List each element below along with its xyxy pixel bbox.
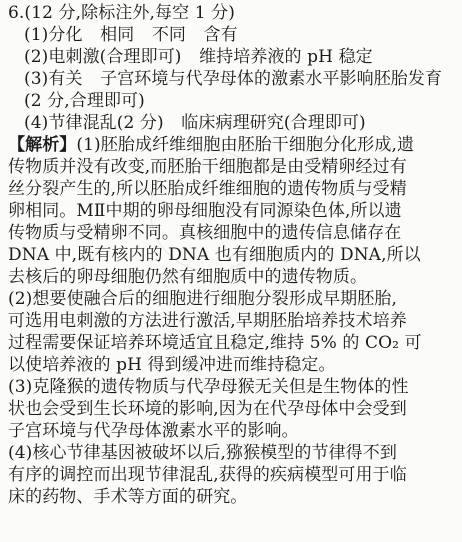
analysis-line: (4)核心节律基因被破坏以后,猕猴模型的节律得不到 [8, 443, 397, 463]
answer-4 [24, 112, 366, 134]
answer-2-part-2: 维持培养液的 pH 稳定 [199, 47, 373, 67]
answer-1-part-3: 不同 [151, 25, 187, 45]
answer-1 [24, 24, 238, 46]
analysis-line: 状也会受到生长环境的影响,因为在代孕母体中会受到 [8, 399, 407, 419]
answer-2 [24, 46, 373, 68]
analysis-line: 可选用电刺激的方法进行激活,早期胚胎培养技术培养 [8, 311, 407, 331]
analysis-line: 丝分裂产生的,所以胚胎成纤维细胞的遗传物质与受精 [8, 179, 407, 199]
analysis-text: (1)胚胎成纤维细胞由胚胎干细胞分化形成,遗 [76, 135, 415, 155]
analysis-line: (3)克隆猴的遗传物质与代孕母猴无关但是生物体的性 [8, 377, 409, 397]
answer-3-part-1: (3)有关 [24, 69, 83, 89]
answer-1-part-1: (1)分化 [24, 25, 83, 45]
analysis-line: 卵相同。MⅡ中期的卵母细胞没有同源染色体,所以遗 [8, 201, 402, 221]
analysis-line: 传物质与受精卵不同。真核细胞中的遗传信息储存在 [8, 223, 402, 243]
answer-1-part-2: 相同 [100, 25, 135, 45]
analysis-line: 以使培养液的 pH 得到缓冲进而维持稳定。 [8, 355, 336, 375]
answer-3 [24, 68, 442, 90]
answer-4-part-2: 临床病理研究(合理即可) [181, 113, 366, 133]
analysis-line: 有序的调控而出现节律混乱,获得的疾病模型可用于临 [8, 465, 407, 485]
answer-3-continuation: (2 分,合理即可) [24, 91, 145, 111]
answer-3-part-2: 子宫环境与代孕母体的激素水平影响胚胎发育 [100, 69, 443, 89]
analysis-label: 【解析】 [8, 135, 77, 155]
answer-2-part-1: (2)电刺激(合理即可) [24, 47, 182, 67]
analysis-line-1 [8, 134, 414, 156]
analysis-line: 过程需要保证培养环境适宜且稳定,维持 5% 的 CO₂ 可 [8, 333, 422, 353]
analysis-line: 去核后的卵母细胞仍然有细胞质中的遗传物质。 [8, 267, 368, 287]
answer-4-part-1: (4)节律混乱(2 分) [24, 113, 164, 133]
analysis-line: 传物质并没有改变,而胚胎干细胞都是由受精卵经过有 [8, 157, 407, 177]
question-header: 6.(12 分,除标注外,每空 1 分) [8, 3, 235, 23]
analysis-line: (2)想要使融合后的细胞进行细胞分裂形成早期胚胎, [8, 289, 397, 309]
answer-1-part-4: 含有 [203, 25, 238, 45]
analysis-line: DNA 中,既有核内的 DNA 也有细胞质内的 DNA,所以 [8, 245, 421, 265]
analysis-line: 床的药物、手术等方面的研究。 [8, 487, 248, 507]
analysis-line: 子宫环境与代孕母体激素水平的影响。 [8, 421, 299, 441]
